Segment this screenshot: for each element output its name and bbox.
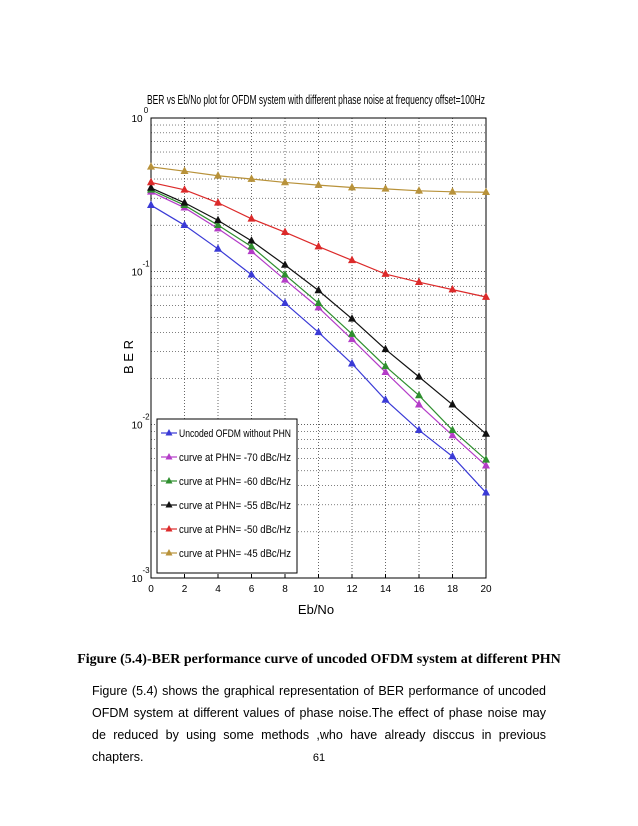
x-tick-label: 2 [181, 584, 188, 595]
legend-label: curve at PHN= -70 dBc/Hz [179, 452, 291, 464]
data-point-marker [315, 286, 322, 293]
y-tick-label: 10 [131, 574, 143, 585]
y-tick-exponent: -1 [142, 259, 150, 269]
y-axis-label: B E R [121, 340, 136, 374]
data-point-marker [181, 221, 188, 228]
data-point-marker [449, 401, 456, 408]
data-point-marker [349, 315, 356, 322]
legend [157, 419, 297, 573]
data-point-marker [483, 462, 490, 469]
data-point-marker [416, 187, 423, 194]
x-tick-label: 6 [248, 584, 255, 595]
x-tick-label: 10 [312, 584, 325, 595]
y-tick-label: 10 [131, 114, 143, 125]
data-point-marker [315, 328, 322, 335]
page-number: 61 [312, 752, 326, 764]
y-tick-exponent: 0 [143, 106, 149, 115]
x-tick-label: 12 [346, 584, 358, 595]
x-axis-label: Eb/No [297, 602, 335, 617]
x-tick-label: 0 [148, 584, 154, 595]
data-point-marker [148, 201, 155, 208]
body-paragraph: Figure (5.4) shows the graphical representation of BER performance of uncoded OFDM system at different values of phase noise.The effect of phase noise may de reduced by using some methods ,who have already disccus in previous chapters. [92, 684, 546, 764]
data-point-marker [483, 188, 490, 195]
data-point-marker [315, 299, 322, 306]
data-point-marker [483, 430, 490, 437]
chart-title: BER vs Eb/No plot for OFDM system with different phase noise at frequency offset=100Hz [147, 92, 485, 107]
series-line [151, 167, 486, 192]
x-tick-label: 18 [446, 584, 459, 595]
legend-label: curve at PHN= -50 dBc/Hz [179, 524, 291, 536]
data-point-marker [282, 261, 289, 268]
y-tick-label: 10 [131, 267, 143, 279]
data-point-marker [282, 299, 289, 306]
x-tick-label: 8 [282, 584, 288, 595]
legend-label: curve at PHN= -45 dBc/Hz [179, 548, 291, 560]
data-point-marker [148, 163, 155, 170]
y-tick-label: 10 [131, 420, 143, 432]
x-tick-label: 14 [379, 584, 392, 595]
figure-caption: Figure (5.4)-BER performance curve of uncoded OFDM system at different PHN [77, 652, 561, 667]
data-point-marker [248, 237, 255, 244]
data-point-marker [416, 391, 423, 398]
data-point-marker [382, 185, 389, 192]
data-point-marker [416, 373, 423, 380]
legend-label: Uncoded OFDM without PHN [179, 428, 292, 440]
y-tick-exponent: -2 [142, 412, 150, 422]
x-tick-label: 20 [480, 584, 492, 595]
data-point-marker [449, 452, 456, 459]
legend-label: curve at PHN= -55 dBc/Hz [179, 500, 291, 512]
data-point-marker [148, 178, 155, 185]
data-point-marker [282, 271, 289, 278]
legend-label: curve at PHN= -60 dBc/Hz [179, 476, 291, 488]
y-tick-exponent: -3 [142, 566, 150, 575]
data-point-marker [416, 426, 423, 433]
x-tick-label: 16 [413, 584, 425, 595]
data-point-marker [483, 456, 490, 463]
x-tick-label: 4 [215, 584, 221, 595]
data-point-marker [449, 188, 456, 195]
data-point-marker [215, 245, 222, 252]
data-point-marker [248, 271, 255, 278]
